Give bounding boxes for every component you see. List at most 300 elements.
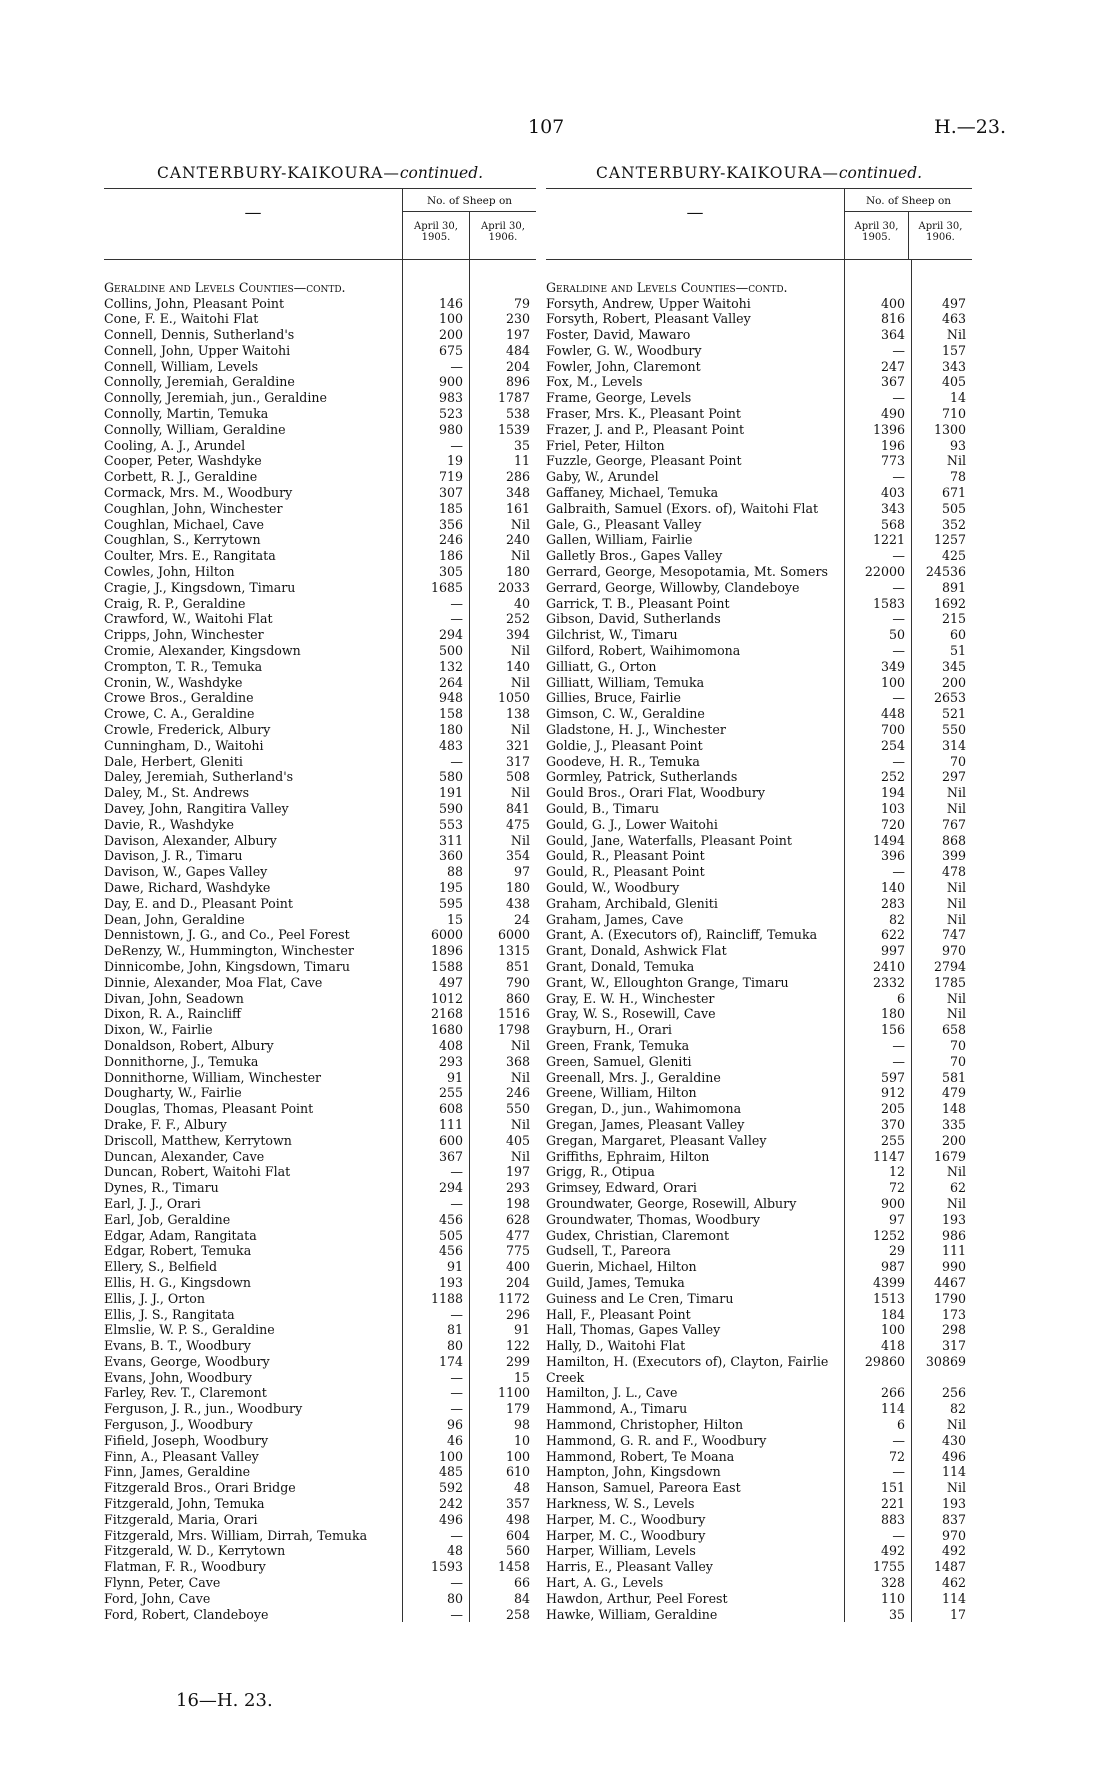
- sheep-1905: —: [450, 1606, 463, 1622]
- sheep-1906: 140: [505, 658, 530, 674]
- sheep-1906: Nil: [946, 1195, 966, 1211]
- table-row: [546, 896, 972, 912]
- sheep-1905: 195: [438, 879, 463, 895]
- sheep-1905: 497: [438, 974, 463, 990]
- sheep-1906: 14: [949, 390, 966, 406]
- sheep-1905: 948: [438, 690, 463, 706]
- owner-name: Fowler, John, Claremont: [546, 358, 701, 374]
- sheep-1906: 508: [505, 769, 530, 785]
- table-row: [546, 532, 972, 548]
- sheep-1906: 475: [505, 816, 530, 832]
- table-row: [104, 469, 536, 485]
- owner-name: Ellis, H. G., Kingsdown: [104, 1274, 251, 1290]
- sheep-1906: 1787: [497, 390, 530, 406]
- owner-name: Connolly, William, Geraldine: [104, 421, 286, 437]
- sheep-1906: Nil: [946, 453, 966, 469]
- sheep-1906: Nil: [510, 548, 530, 564]
- owner-name: Cowles, John, Hilton: [104, 564, 235, 580]
- owner-name: Davie, R., Washdyke: [104, 816, 234, 832]
- sheep-1905: 266: [880, 1385, 905, 1401]
- owner-name: Divan, John, Seadown: [104, 990, 244, 1006]
- sheep-1906: 990: [941, 1259, 966, 1275]
- sheep-1905: 97: [888, 1211, 905, 1227]
- table-row: [104, 343, 536, 359]
- owner-name: Connolly, Jeremiah, jun., Geraldine: [104, 390, 327, 406]
- sheep-1906: 11: [513, 453, 530, 469]
- owner-name: Cormack, Mrs. M., Woodbury: [104, 485, 293, 501]
- table-row: [546, 1354, 972, 1370]
- sheep-1906: 2794: [933, 958, 966, 974]
- table-row: [104, 1070, 536, 1086]
- sheep-1905: —: [892, 643, 905, 659]
- sheep-1906: 521: [941, 706, 966, 722]
- sheep-1905: —: [450, 753, 463, 769]
- sheep-1906: Nil: [946, 1417, 966, 1433]
- table-row: [104, 501, 536, 517]
- owner-name: Gregan, James, Pleasant Valley: [546, 1116, 745, 1132]
- table-row: [104, 1291, 536, 1307]
- sheep-1905: 1685: [430, 579, 463, 595]
- owner-name: Graham, Archibald, Gleniti: [546, 895, 718, 911]
- sheep-1906: 1785: [933, 974, 966, 990]
- table-row: [104, 374, 536, 390]
- table-row: [546, 864, 972, 880]
- owner-name: Gerrard, George, Willowby, Clandeboye: [546, 579, 800, 595]
- sheep-1906: Nil: [946, 801, 966, 816]
- sheep-1905: 80: [446, 1338, 463, 1354]
- sheep-1906: 394: [505, 627, 530, 643]
- table-row: [546, 833, 972, 849]
- owner-name: Davey, John, Rangitira Valley: [104, 801, 289, 816]
- owner-name: Galletly Bros., Gapes Valley: [546, 548, 723, 564]
- table-row: [546, 675, 972, 691]
- sheep-1905: 418: [880, 1338, 905, 1354]
- sheep-1906: 790: [505, 974, 530, 990]
- table-row: [104, 1496, 536, 1512]
- table-row: [546, 1101, 972, 1117]
- sheep-1905: 370: [880, 1116, 905, 1132]
- sheep-1905: 283: [880, 895, 905, 911]
- owner-name: Finn, James, Geraldine: [104, 1464, 251, 1480]
- table-row: [546, 453, 972, 469]
- table-row: [546, 1370, 972, 1386]
- sheep-1906: 6000: [497, 927, 530, 943]
- owner-name: Guiness and Le Cren, Timaru: [546, 1290, 734, 1306]
- table-row: [104, 1417, 536, 1433]
- table-row: [104, 438, 536, 454]
- sheep-1906: Nil: [946, 327, 966, 343]
- sheep-1906: 40: [513, 595, 530, 611]
- sheep-1906: 258: [505, 1606, 530, 1622]
- owner-name: Crowe, C. A., Geraldine: [104, 706, 255, 722]
- owner-name: Cragie, J., Kingsdown, Timaru: [104, 579, 296, 595]
- sheep-1906: 2653: [933, 690, 966, 706]
- table-row: [546, 485, 972, 501]
- header-dash: —: [244, 203, 262, 223]
- table-row: [546, 343, 972, 359]
- owner-name: Gray, E. W. H., Winchester: [546, 990, 715, 1006]
- sheep-1906: 79: [513, 295, 530, 311]
- table-row: [546, 912, 972, 928]
- year-1906-header: April 30, 1906.: [908, 212, 972, 259]
- sheep-1905: —: [450, 595, 463, 611]
- sheep-1906: 1315: [497, 943, 530, 959]
- owner-name: Fitzgerald, John, Temuka: [104, 1496, 265, 1512]
- table-row: [546, 390, 972, 406]
- sheep-1905: 1896: [430, 943, 463, 959]
- sheep-1905: 156: [880, 1022, 905, 1038]
- table-row: [104, 296, 536, 312]
- owner-name: Grant, Donald, Ashwick Flat: [546, 943, 727, 959]
- sheep-1905: 184: [880, 1306, 905, 1322]
- sheep-1905: 254: [880, 737, 905, 753]
- sheep-1906: 197: [505, 327, 530, 343]
- table-row: [104, 1559, 536, 1575]
- sheep-1905: 816: [880, 311, 905, 327]
- table-row: [104, 1180, 536, 1196]
- sheep-1906: 430: [941, 1432, 966, 1448]
- table-row: [104, 1149, 536, 1165]
- sheep-1905: 485: [438, 1464, 463, 1480]
- table-row: [546, 1433, 972, 1449]
- sheep-1906: 70: [949, 753, 966, 769]
- sheep-1905: 492: [880, 1543, 905, 1559]
- sheep-1905: 367: [880, 374, 905, 390]
- sheep-1905: 103: [880, 801, 905, 816]
- owner-name: Connolly, Jeremiah, Geraldine: [104, 374, 295, 390]
- sheep-1905: 6: [896, 1417, 905, 1433]
- owner-name: Gould, R., Pleasant Point: [546, 864, 705, 880]
- owner-name: Fitzgerald, W. D., Kerrytown: [104, 1543, 286, 1559]
- sheep-1905: —: [450, 1575, 463, 1591]
- sheep-1906: Nil: [946, 1006, 966, 1022]
- sheep-1906: 193: [941, 1211, 966, 1227]
- sheep-1905: 622: [880, 927, 905, 943]
- table-row: [104, 390, 536, 406]
- owner-name: Gould, Jane, Waterfalls, Pleasant Point: [546, 832, 792, 848]
- owner-name: Grant, W., Elloughton Grange, Timaru: [546, 974, 789, 990]
- table-row: [104, 690, 536, 706]
- table-row: [104, 675, 536, 691]
- table-row: [104, 738, 536, 754]
- sheep-1906: 317: [505, 753, 530, 769]
- sheep-1906: 317: [941, 1338, 966, 1354]
- sheep-1906: 335: [941, 1116, 966, 1132]
- page-number: 107: [528, 116, 565, 138]
- owner-name: Dawe, Richard, Washdyke: [104, 879, 271, 895]
- owner-name: Fifield, Joseph, Woodbury: [104, 1432, 269, 1448]
- sheep-1905: 608: [438, 1101, 463, 1117]
- owner-name: Driscoll, Matthew, Kerrytown: [104, 1132, 292, 1148]
- table-row: [546, 627, 972, 643]
- sheep-1905: 448: [880, 706, 905, 722]
- sheep-1905: 1513: [872, 1290, 905, 1306]
- owner-name: Gallen, William, Fairlie: [546, 532, 693, 548]
- sheep-1905: —: [450, 1195, 463, 1211]
- sheep-1906: 293: [505, 1180, 530, 1196]
- sheep-1905: 293: [438, 1053, 463, 1069]
- owner-name: Flatman, F. R., Woodbury: [104, 1559, 266, 1575]
- table-row: [546, 643, 972, 659]
- table-row: [104, 959, 536, 975]
- owner-name: Fuzzle, George, Pleasant Point: [546, 453, 742, 469]
- sheep-1906: 352: [941, 516, 966, 532]
- table-row: [104, 643, 536, 659]
- owner-name: Cooper, Peter, Washdyke: [104, 453, 262, 469]
- table-row: [546, 1480, 972, 1496]
- table-row: [104, 785, 536, 801]
- sheep-1905: —: [892, 690, 905, 706]
- sheep-1905: 29: [888, 1243, 905, 1259]
- sheep-1905: —: [892, 390, 905, 406]
- sheep-1905: 773: [880, 453, 905, 469]
- owner-name: Fitzgerald, Maria, Orari: [104, 1511, 258, 1527]
- table-row: [546, 785, 972, 801]
- sheep-1905: 221: [880, 1496, 905, 1512]
- owner-name: Crowe Bros., Geraldine: [104, 690, 254, 706]
- table-row: [546, 1385, 972, 1401]
- owner-name: Cronin, W., Washdyke: [104, 674, 243, 690]
- table-row: [104, 1543, 536, 1559]
- sheep-1906: 180: [505, 564, 530, 580]
- sheep-1906: 368: [505, 1053, 530, 1069]
- sheep-1906: 345: [941, 658, 966, 674]
- sheep-1906: [911, 1370, 972, 1386]
- owner-name: Gillies, Bruce, Fairlie: [546, 690, 681, 706]
- sheep-1905: 912: [880, 1085, 905, 1101]
- owner-name: Goldie, J., Pleasant Point: [546, 737, 703, 753]
- sheep-1905: 180: [880, 1006, 905, 1022]
- sheep-1906: 496: [941, 1448, 966, 1464]
- table-row: [546, 1038, 972, 1054]
- sheep-1906: 343: [941, 358, 966, 374]
- owner-name: Gale, G., Pleasant Valley: [546, 516, 702, 532]
- table-row: [546, 1149, 972, 1165]
- owner-name: Garrick, T. B., Pleasant Point: [546, 595, 730, 611]
- sheep-1906: 138: [505, 706, 530, 722]
- sheep-1906: 30869: [925, 1353, 966, 1369]
- owner-name: Crompton, T. R., Temuka: [104, 658, 263, 674]
- sheep-1905: 100: [880, 674, 905, 690]
- sheep-1906: 604: [505, 1527, 530, 1543]
- column-title: [104, 164, 536, 188]
- owner-name: Gaby, W., Arundel: [546, 469, 659, 485]
- sheep-1906: Nil: [510, 643, 530, 659]
- sheep-1905: 311: [438, 832, 463, 848]
- sheep-1906: 860: [505, 990, 530, 1006]
- owner-name: Gilliatt, William, Temuka: [546, 674, 705, 690]
- table-row: [104, 706, 536, 722]
- owner-name: Douglas, Thomas, Pleasant Point: [104, 1101, 314, 1117]
- sheep-1905: 1588: [430, 958, 463, 974]
- owner-name: Earl, J. J., Orari: [104, 1195, 201, 1211]
- table-row: [546, 1164, 972, 1180]
- sheep-1906: 60: [949, 627, 966, 643]
- sheep-1906: 78: [949, 469, 966, 485]
- table-row: [546, 1401, 972, 1417]
- owner-name: Gould, W., Woodbury: [546, 879, 680, 895]
- sheep-1905: 997: [880, 943, 905, 959]
- sheep-1905: 553: [438, 816, 463, 832]
- table-row: [546, 611, 972, 627]
- sheep-1906: 180: [505, 879, 530, 895]
- sheep-1906: Nil: [946, 785, 966, 801]
- table-row: [104, 896, 536, 912]
- sheep-1906: 100: [505, 1448, 530, 1464]
- owner-name: Fowler, G. W., Woodbury: [546, 342, 702, 358]
- sheep-1905: 980: [438, 421, 463, 437]
- sheep-1905: 15: [446, 911, 463, 927]
- sheep-1906: 1300: [933, 421, 966, 437]
- owner-name: Gimson, C. W., Geraldine: [546, 706, 705, 722]
- owner-name: Harris, E., Pleasant Valley: [546, 1559, 713, 1575]
- sheep-1906: 114: [941, 1464, 966, 1480]
- sheep-1905: 983: [438, 390, 463, 406]
- sheep-1906: 62: [949, 1180, 966, 1196]
- owner-name: Green, Frank, Temuka: [546, 1037, 690, 1053]
- sheep-1905: 46: [446, 1432, 463, 1448]
- sheep-1906: 767: [941, 816, 966, 832]
- sheep-1906: 256: [941, 1385, 966, 1401]
- sheep-1905: 100: [880, 1322, 905, 1338]
- sheep-1905: 987: [880, 1259, 905, 1275]
- table-row: [104, 1054, 536, 1070]
- sheep-1906: 505: [941, 500, 966, 516]
- table-row: [546, 1275, 972, 1291]
- sheep-1906: 462: [941, 1575, 966, 1591]
- sheep-1906: 550: [941, 722, 966, 738]
- sheep-1906: 747: [941, 927, 966, 943]
- sheep-1906: 200: [941, 674, 966, 690]
- sheep-1906: 538: [505, 406, 530, 422]
- sheep-1905: 111: [438, 1116, 463, 1132]
- table-row: [546, 517, 972, 533]
- sheep-1905: 6: [896, 990, 905, 1006]
- owner-name: Groundwater, George, Rosewill, Albury: [546, 1195, 797, 1211]
- table-row: [104, 1591, 536, 1607]
- sheep-1906: 492: [941, 1543, 966, 1559]
- sheep-1905: 1188: [430, 1290, 463, 1306]
- sheep-1905: 205: [880, 1101, 905, 1117]
- sheep-1906: 550: [505, 1101, 530, 1117]
- sheep-1905: 364: [880, 327, 905, 343]
- owner-name: Ferguson, J. R., jun., Woodbury: [104, 1401, 303, 1417]
- sheep-1906: 581: [941, 1069, 966, 1085]
- table-row: [546, 374, 972, 390]
- table-row: [104, 1354, 536, 1370]
- owner-name: Grayburn, H., Orari: [546, 1022, 672, 1038]
- table-row: [546, 1133, 972, 1149]
- table-row: [546, 1559, 972, 1575]
- sheep-1906: 240: [505, 532, 530, 548]
- owner-name: Galbraith, Samuel (Exors. of), Waitohi Flat: [546, 500, 819, 516]
- title-main: CANTERBURY-KAIKOURA—: [595, 164, 839, 182]
- table-row: [546, 706, 972, 722]
- table-row: [104, 1212, 536, 1228]
- owner-name: Cone, F. E., Waitohi Flat: [104, 311, 259, 327]
- owner-name: Gilliatt, G., Orton: [546, 658, 657, 674]
- sheep-1906: 252: [505, 611, 530, 627]
- sheep-1905: 114: [880, 1401, 905, 1417]
- owner-name: Friel, Peter, Hilton: [546, 437, 665, 453]
- sheep-1905: 1593: [430, 1559, 463, 1575]
- sheep-1905: 247: [880, 358, 905, 374]
- table-row: [546, 1117, 972, 1133]
- sheep-1905: —: [450, 611, 463, 627]
- sheep-1905: —: [892, 1432, 905, 1448]
- owner-name: Connell, William, Levels: [104, 358, 259, 374]
- table-row: [104, 801, 536, 817]
- table-row: [546, 406, 972, 422]
- table-row: [546, 690, 972, 706]
- table-row: [546, 927, 972, 943]
- owner-name: Gudex, Christian, Claremont: [546, 1227, 730, 1243]
- owner-name: Dennistown, J. G., and Co., Peel Forest: [104, 927, 350, 943]
- owner-name: Cromie, Alexander, Kingsdown: [104, 643, 301, 659]
- owner-name: Green, Samuel, Gleniti: [546, 1053, 692, 1069]
- column-title: [546, 164, 972, 188]
- sheep-1906: 484: [505, 342, 530, 358]
- owner-name: Grant, Donald, Temuka: [546, 958, 695, 974]
- table-row: [104, 769, 536, 785]
- sheep-1905: 500: [438, 643, 463, 659]
- sheep-1906: 70: [949, 1037, 966, 1053]
- sheep-1905: —: [892, 864, 905, 880]
- owner-name: Foster, David, Mawaro: [546, 327, 691, 343]
- sheep-1905: —: [450, 1369, 463, 1385]
- table-row: [546, 659, 972, 675]
- sheep-1906: Nil: [510, 832, 530, 848]
- table-row: [104, 943, 536, 959]
- sheep-1906: 405: [505, 1132, 530, 1148]
- table-row: [104, 1607, 536, 1623]
- table-row: [546, 943, 972, 959]
- table-row: [104, 1401, 536, 1417]
- sheep-1905: 146: [438, 295, 463, 311]
- table-header: [546, 188, 972, 260]
- sheep-1905: 242: [438, 1496, 463, 1512]
- sheep-1906: 4467: [933, 1274, 966, 1290]
- sheep-1905: 6000: [430, 927, 463, 943]
- owner-name: Edgar, Adam, Rangitata: [104, 1227, 257, 1243]
- sheep-1905: 456: [438, 1211, 463, 1227]
- sheep-1906: 478: [941, 864, 966, 880]
- sheep-1905: 255: [880, 1132, 905, 1148]
- sheep-1905: 400: [880, 295, 905, 311]
- sheep-1906: 193: [941, 1496, 966, 1512]
- sheep-1905: 580: [438, 769, 463, 785]
- sheep-1905: 82: [888, 911, 905, 927]
- table-body: [104, 260, 536, 1622]
- sheep-1905: 719: [438, 469, 463, 485]
- sheep-1905: —: [892, 469, 905, 485]
- sheep-1905: —: [892, 1037, 905, 1053]
- sheep-1905: 194: [880, 785, 905, 801]
- owner-name: Griffiths, Ephraim, Hilton: [546, 1148, 710, 1164]
- sheep-1906: 204: [505, 1274, 530, 1290]
- owner-name: Finn, A., Pleasant Valley: [104, 1448, 259, 1464]
- owner-name: Dougharty, W., Fairlie: [104, 1085, 242, 1101]
- sheep-1906: 710: [941, 406, 966, 422]
- sheep-1905: 1221: [872, 532, 905, 548]
- sheep-1905: 675: [438, 342, 463, 358]
- table-row: [546, 801, 972, 817]
- table-row: [104, 611, 536, 627]
- owner-name: Cunningham, D., Waitohi: [104, 737, 264, 753]
- sheep-1905: 590: [438, 801, 463, 816]
- table-row: [104, 912, 536, 928]
- sheep-1905: 294: [438, 1180, 463, 1196]
